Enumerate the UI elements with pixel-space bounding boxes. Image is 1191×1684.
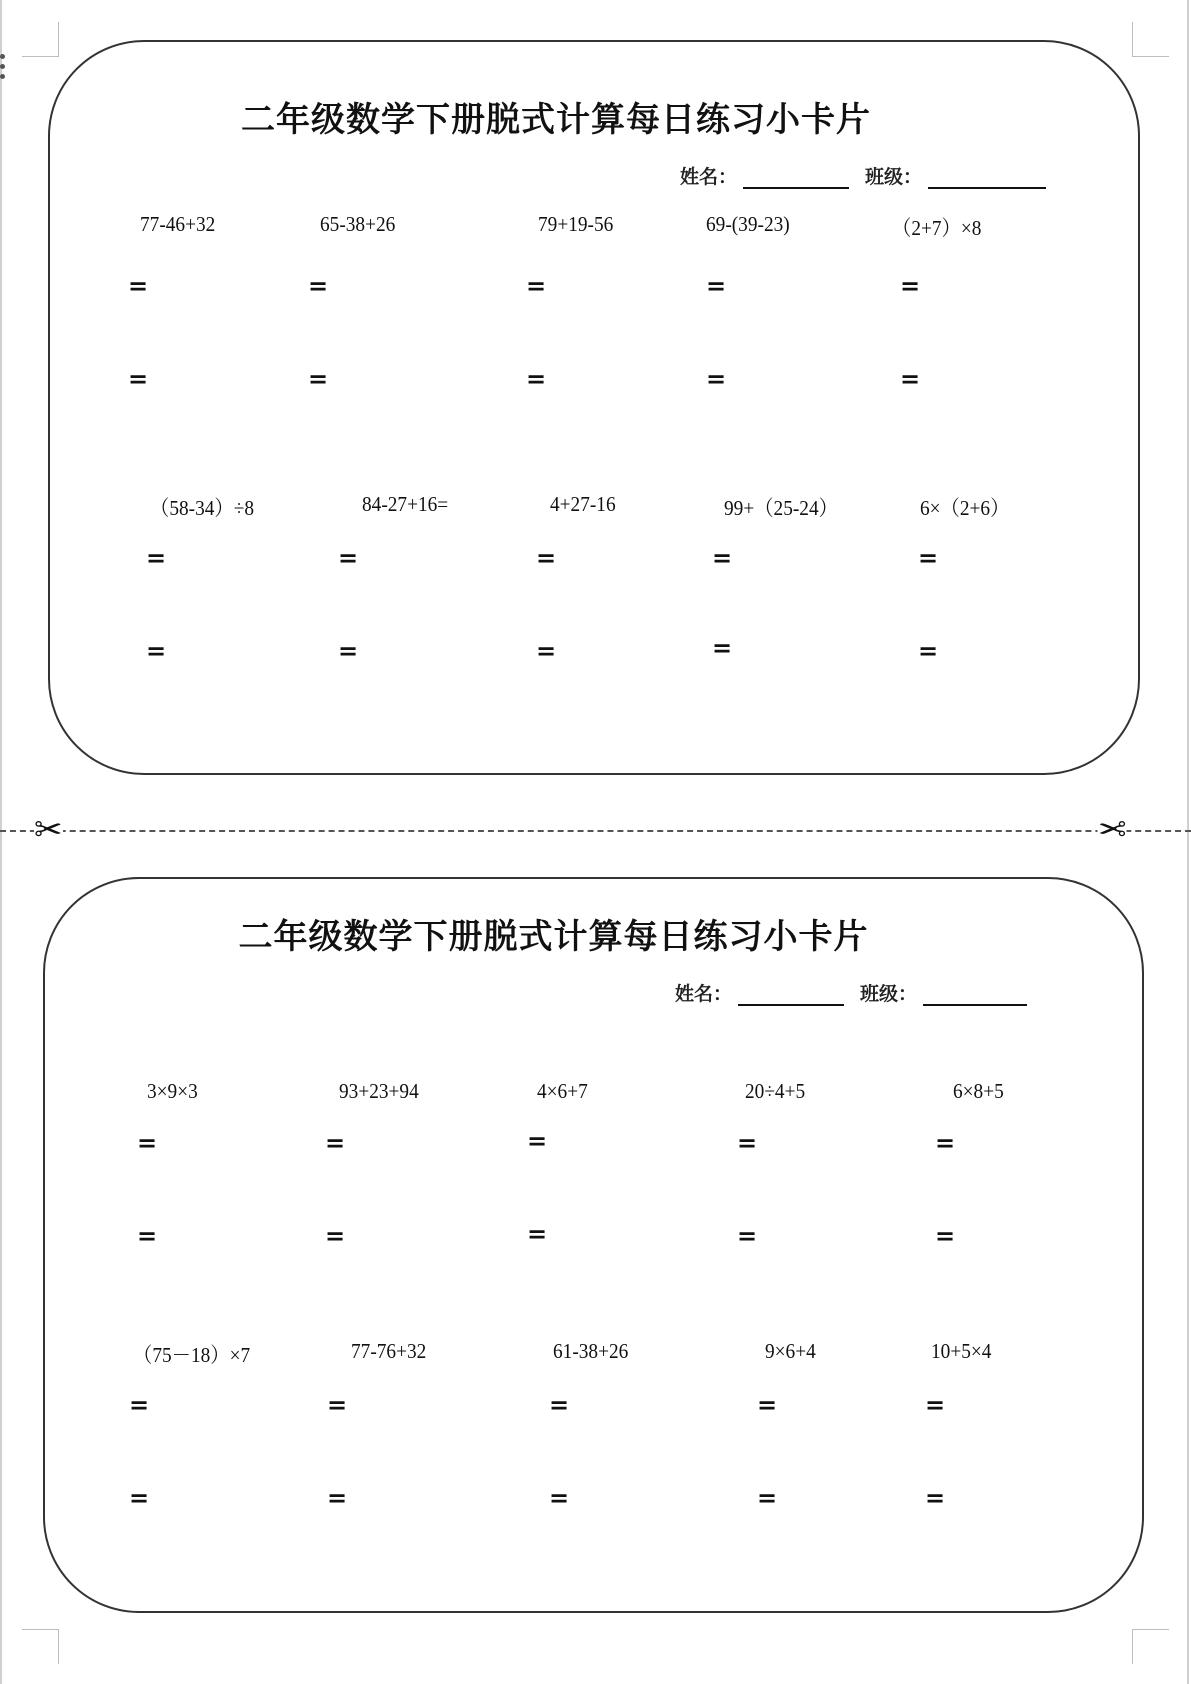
problem: （58-34）÷8	[150, 496, 254, 520]
equals-sign: =	[918, 544, 939, 572]
equals-sign: =	[549, 1391, 570, 1419]
problem: 77-46+32	[140, 212, 216, 236]
equals-sign: =	[526, 272, 547, 300]
equals-sign: =	[712, 634, 733, 662]
problem: 99+（25-24）	[724, 496, 838, 520]
scissors-icon: ✂	[1098, 810, 1127, 850]
problem: 10+5×4	[931, 1339, 992, 1363]
equals-sign: =	[757, 1391, 778, 1419]
problem: 9×6+4	[765, 1339, 816, 1363]
problem: （75－18）×7	[133, 1343, 251, 1367]
equals-sign: =	[308, 365, 329, 393]
equals-sign: =	[935, 1129, 956, 1157]
class-blank[interactable]	[923, 982, 1027, 1006]
equals-sign: =	[706, 365, 727, 393]
problem: 61-38+26	[553, 1339, 629, 1363]
equals-sign: =	[925, 1391, 946, 1419]
equals-sign: =	[325, 1222, 346, 1250]
crop-mark-bottom-right	[1132, 1629, 1169, 1664]
equals-sign: =	[146, 544, 167, 572]
problem: 4×6+7	[537, 1079, 588, 1103]
class-label: 班级：	[860, 983, 918, 1005]
problem: 84-27+16=	[362, 492, 449, 516]
equals-sign: =	[327, 1391, 348, 1419]
equals-sign: =	[900, 365, 921, 393]
problem: 6×8+5	[953, 1079, 1004, 1103]
equals-sign: =	[325, 1129, 346, 1157]
problem: 93+23+94	[339, 1079, 419, 1103]
equals-sign: =	[737, 1222, 758, 1250]
scissors-icon: ✂	[34, 810, 63, 850]
page-left-edge	[0, 0, 2, 1684]
equals-sign: =	[128, 365, 149, 393]
equals-sign: =	[526, 365, 547, 393]
equals-sign: =	[327, 1484, 348, 1512]
problem: 3×9×3	[147, 1079, 198, 1103]
equals-sign: =	[536, 637, 557, 665]
cut-line	[0, 830, 1191, 832]
equals-sign: =	[935, 1222, 956, 1250]
equals-sign: =	[900, 272, 921, 300]
equals-sign: =	[137, 1129, 158, 1157]
name-label: 姓名：	[680, 166, 738, 188]
equals-sign: =	[549, 1484, 570, 1512]
equals-sign: =	[712, 544, 733, 572]
equals-sign: =	[757, 1484, 778, 1512]
equals-sign: =	[129, 1391, 150, 1419]
practice-card-2	[43, 877, 1144, 1613]
problem: 77-76+32	[351, 1339, 427, 1363]
problem: 6×（2+6）	[920, 496, 1010, 520]
crop-mark-bottom-left	[22, 1629, 59, 1664]
problem: （2+7）×8	[892, 216, 982, 240]
class-label: 班级：	[865, 166, 923, 188]
card-title: 二年级数学下册脱式计算每日练习小卡片	[238, 917, 869, 957]
equals-sign: =	[338, 637, 359, 665]
practice-card-1	[48, 40, 1140, 775]
equals-sign: =	[527, 1220, 548, 1248]
equals-sign: =	[137, 1222, 158, 1250]
equals-sign: =	[737, 1129, 758, 1157]
problem: 69-(39-23)	[706, 212, 790, 236]
equals-sign: =	[129, 1484, 150, 1512]
name-blank[interactable]	[738, 982, 844, 1006]
drag-handle-icon[interactable]	[0, 54, 6, 84]
crop-mark-top-right	[1132, 22, 1169, 57]
problem: 4+27-16	[550, 492, 616, 516]
equals-sign: =	[146, 637, 167, 665]
student-info	[680, 162, 1046, 189]
name-blank[interactable]	[743, 165, 849, 189]
name-label: 姓名：	[675, 983, 733, 1005]
equals-sign: =	[925, 1484, 946, 1512]
equals-sign: =	[338, 544, 359, 572]
equals-sign: =	[706, 272, 727, 300]
student-info	[675, 979, 1027, 1006]
problem: 20÷4+5	[745, 1079, 806, 1103]
equals-sign: =	[308, 272, 329, 300]
equals-sign: =	[128, 272, 149, 300]
problem: 79+19-56	[538, 212, 614, 236]
problem: 65-38+26	[320, 212, 396, 236]
equals-sign: =	[527, 1127, 548, 1155]
equals-sign: =	[536, 544, 557, 572]
crop-mark-top-left	[22, 22, 59, 57]
class-blank[interactable]	[928, 165, 1046, 189]
card-title: 二年级数学下册脱式计算每日练习小卡片	[241, 100, 871, 140]
page-right-edge	[1187, 0, 1189, 1684]
equals-sign: =	[918, 637, 939, 665]
